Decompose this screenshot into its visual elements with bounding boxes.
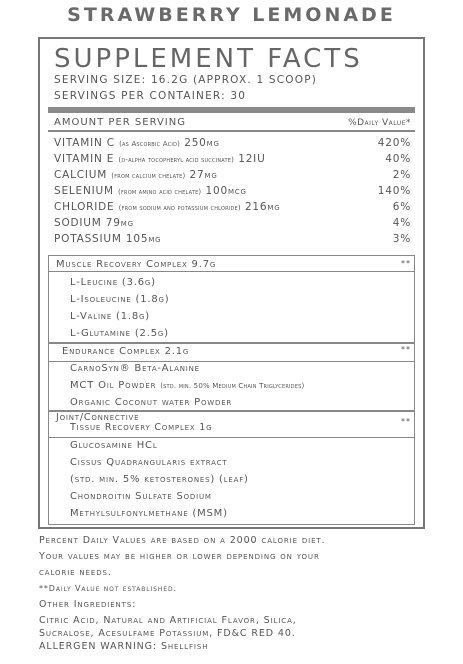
ingredient-item: Chondroitin Sulfate Sodium	[70, 491, 212, 502]
panel-title: SUPPLEMENT FACTS	[54, 44, 363, 74]
flavor-title: STRAWBERRY LEMONADE	[67, 4, 396, 26]
ingredient-item: Cissus Quadrangularis extract	[70, 457, 228, 468]
other-ingredients-line2: Sucralose, Acesulfame Potassium, FD&C RED 40.	[39, 628, 296, 639]
daily-value-header: %Daily Value*	[348, 118, 411, 128]
section-divider	[49, 361, 414, 362]
ingredient-item: Organic Coconut water Powder	[70, 397, 233, 408]
other-ingredients-line1: Citric Acid, Natural and Artificial Flavor, Silica,	[39, 615, 297, 626]
header-divider	[48, 130, 415, 132]
ingredient-item: L-Leucine (3.6g)	[70, 277, 156, 288]
supplement-facts-panel	[38, 37, 425, 529]
nutrient-row: POTASSIUM 105mg 3%	[54, 233, 411, 245]
thick-divider	[48, 107, 415, 113]
ingredient-item: Glucosamine HCl	[70, 440, 158, 451]
joint-title-line2: Tissue Recovery Complex 1g	[70, 422, 213, 433]
other-ingredients-heading: Other Ingredients:	[39, 599, 137, 610]
dv-note-line3: calorie needs.	[39, 567, 112, 578]
nutrient-row: VITAMIN C (as Ascorbic Acid) 250mg 420%	[54, 137, 411, 149]
dv-note-line2: Your values may be higher or lower depending on your	[39, 551, 320, 562]
nutrient-row: VITAMIN E (d-alpha tocopheryl acid succinate) 12IU 40%	[54, 153, 411, 165]
section-divider	[49, 271, 414, 272]
dv-not-established: **Daily Value not established.	[39, 584, 177, 593]
endurance-title: Endurance Complex 2.1g	[62, 346, 190, 357]
section-divider	[49, 437, 414, 438]
allergen-warning: ALLERGEN WARNING: Shellfish	[39, 641, 209, 652]
ingredient-item: L-Glutamine (2.5g)	[70, 328, 169, 339]
ingredient-item: Methylsulfonylmethane (MSM)	[70, 508, 228, 519]
amount-per-serving-header: AMOUNT PER SERVING	[54, 117, 186, 128]
nutrient-row: CALCIUM (from calcium chelate) 27mg 2%	[54, 169, 411, 181]
ingredient-item: L-Isoleucine (1.8g)	[70, 294, 170, 305]
joint-title-line1: Joint/Connective	[56, 412, 140, 423]
serving-size: SERVING SIZE: 16.2G (APPROX. 1 SCOOP)	[54, 74, 318, 86]
joint-dv: **	[401, 417, 411, 426]
nutrient-row: SELENIUM (from amino acid chelate) 100mcg 140%	[54, 185, 411, 197]
endurance-dv: **	[401, 345, 411, 354]
muscle-recovery-title: Muscle Recovery Complex 9.7g	[56, 259, 217, 270]
ingredient-item: (std. min. 5% ketosterones) (leaf)	[70, 474, 249, 485]
nutrient-row: CHLORIDE (from sodium and potassium chloride) 216mg 6%	[54, 201, 411, 213]
ingredient-item: MCT Oil Powder (std. min. 50% Medium Chain Triglycerides)	[70, 380, 305, 391]
dv-note-line1: Percent Daily Values are based on a 2000 calorie diet.	[39, 535, 326, 546]
muscle-recovery-dv: **	[401, 259, 411, 268]
nutrient-row: SODIUM 79mg 4%	[54, 217, 411, 229]
servings-per-container: SERVINGS PER CONTAINER: 30	[54, 90, 247, 102]
ingredient-item: L-Valine (1.8g)	[70, 311, 150, 322]
ingredient-item: CarnoSyn® Beta-Alanine	[70, 363, 200, 374]
